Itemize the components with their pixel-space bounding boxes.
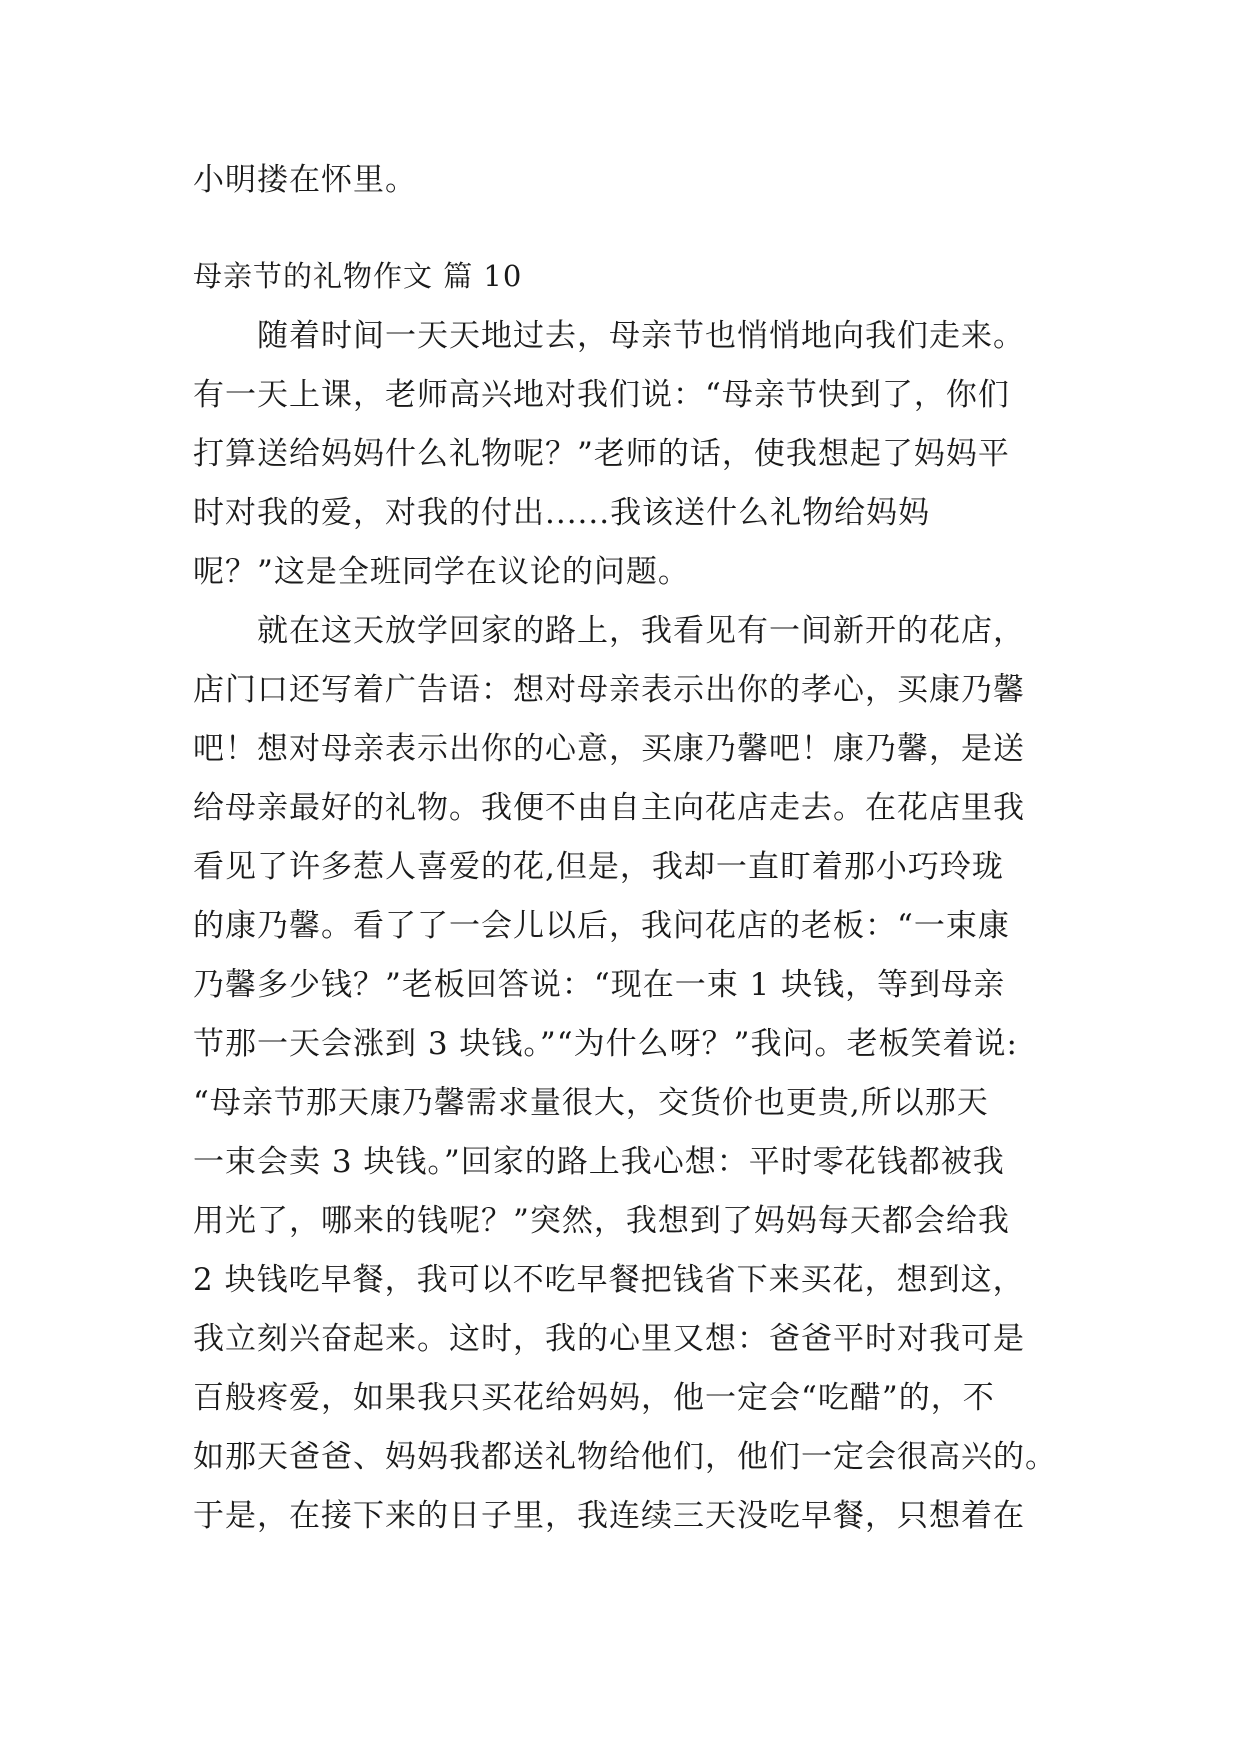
paragraph-line: 随着时间一天天地过去，母亲节也悄悄地向我们走来。 (193, 318, 1025, 354)
paragraph-line: 时对我的爱，对我的付出......我该送什么礼物给妈妈 (193, 495, 931, 531)
paragraph-line: 节那一天会涨到 3 块钱。”“为什么呀？”我问。老板笑着说: (193, 1026, 1018, 1062)
paragraph-line: 打算送给妈妈什么礼物呢？”老师的话，使我想起了妈妈平 (193, 436, 1010, 472)
section-heading: 母亲节的礼物作文 篇 10 (193, 259, 523, 293)
paragraph-line: 呢？”这是全班同学在议论的问题。 (193, 554, 690, 590)
paragraph-line: 店门口还写着广告语：想对母亲表示出你的孝心，买康乃馨 (193, 672, 1025, 708)
paragraph-line: 用光了，哪来的钱呢？”突然，我想到了妈妈每天都会给我 (193, 1203, 1010, 1239)
intro-line: 小明搂在怀里。 (193, 162, 417, 198)
paragraph-line: 一束会卖 3 块钱。”回家的路上我心想：平时零花钱都被我 (193, 1144, 1005, 1180)
paragraph-line: 2 块钱吃早餐，我可以不吃早餐把钱省下来买花，想到这， (193, 1262, 1025, 1298)
paragraph-line: 吧！想对母亲表示出你的心意，买康乃馨吧！康乃馨，是送 (193, 731, 1025, 767)
paragraph-line: 的康乃馨。看了了一会儿以后，我问花店的老板：“一束康 (193, 908, 1010, 944)
paragraph-line: 有一天上课，老师高兴地对我们说：“母亲节快到了，你们 (193, 377, 1010, 413)
paragraph-line: “母亲节那天康乃馨需求量很大，交货价也更贵,所以那天 (193, 1085, 989, 1121)
paragraph-line: 我立刻兴奋起来。这时，我的心里又想：爸爸平时对我可是 (193, 1321, 1025, 1357)
paragraph-line: 就在这天放学回家的路上，我看见有一间新开的花店， (193, 613, 1025, 649)
paragraph-line: 看见了许多惹人喜爱的花,但是，我却一直盯着那小巧玲珑 (193, 849, 1004, 885)
paragraph-line: 给母亲最好的礼物。我便不由自主向花店走去。在花店里我 (193, 790, 1025, 826)
paragraph-line: 乃馨多少钱？”老板回答说：“现在一束 1 块钱，等到母亲 (193, 967, 1006, 1003)
paragraph-line: 百般疼爱，如果我只买花给妈妈，他一定会“吃醋”的，不 (193, 1380, 995, 1416)
paragraph-line: 如那天爸爸、妈妈我都送礼物给他们，他们一定会很高兴的。 (193, 1439, 1057, 1475)
paragraph-line: 于是，在接下来的日子里，我连续三天没吃早餐，只想着在 (193, 1498, 1025, 1534)
